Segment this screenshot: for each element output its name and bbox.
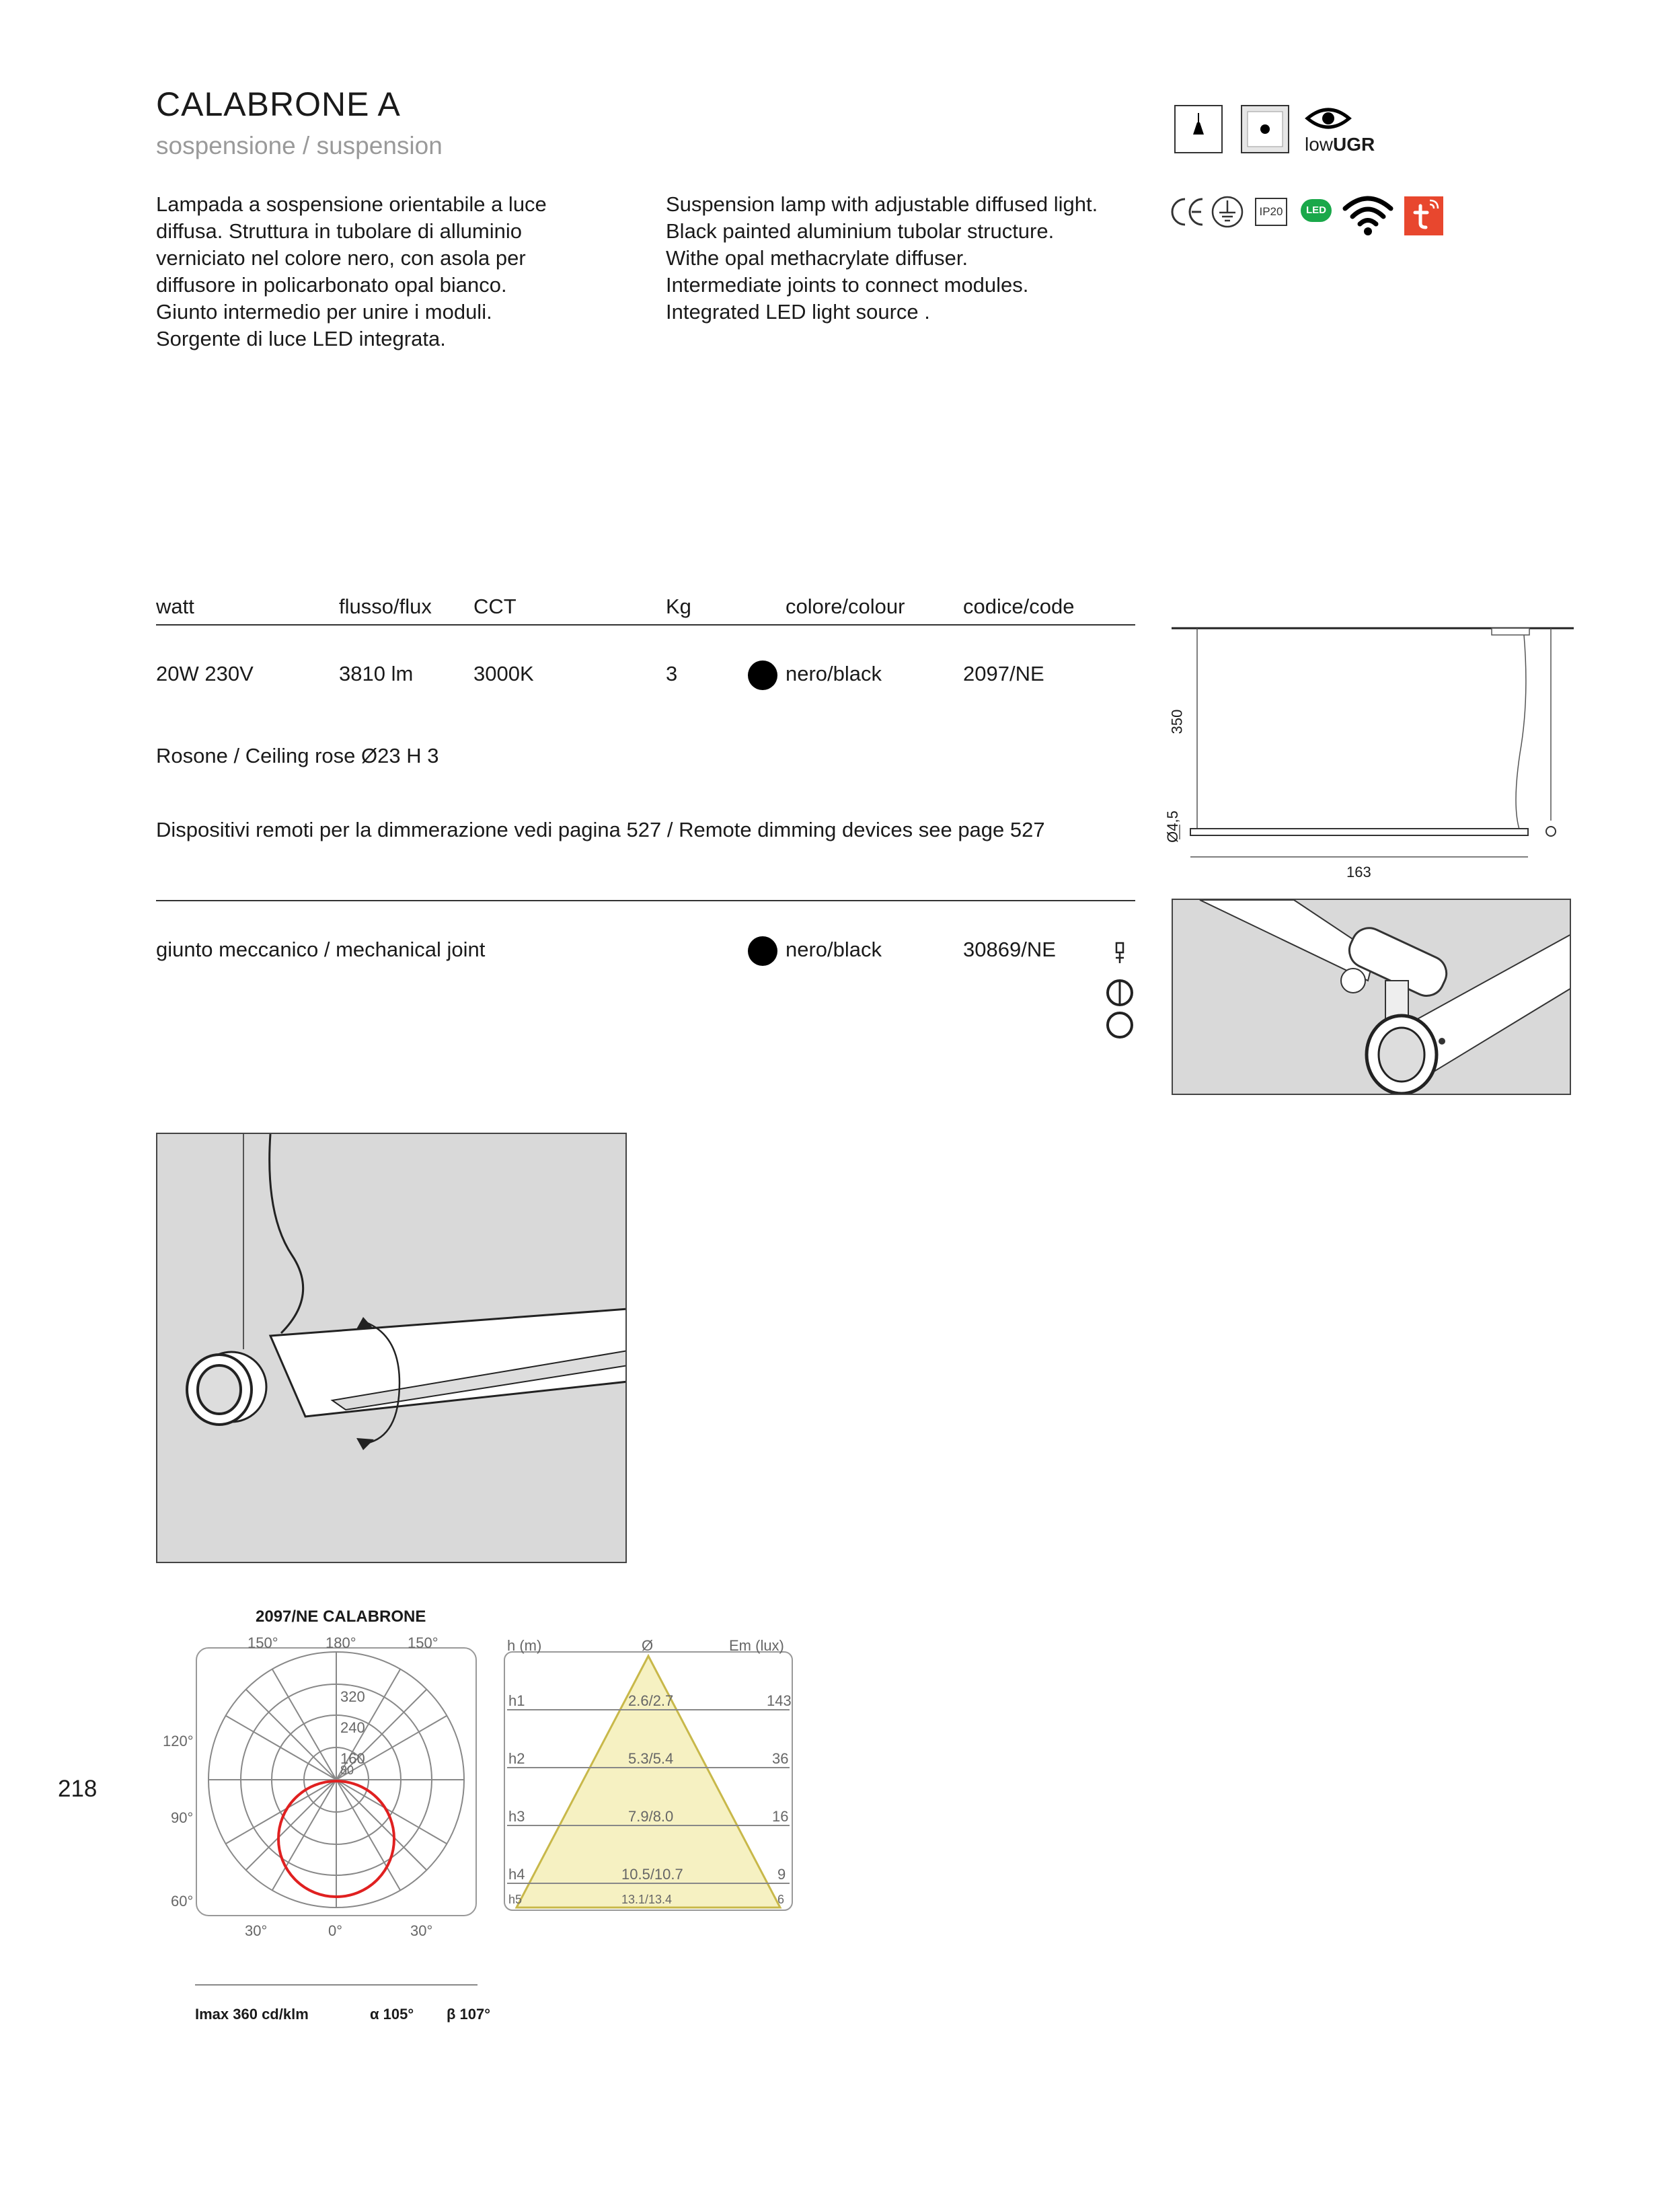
- description-line: diffusore in policarbonato opal bianco.: [156, 273, 507, 297]
- dimming-note: Dispositivi remoti per la dimmerazione vedi pagina 527 / Remote dimming devices see page 527: [156, 818, 1045, 841]
- angle-label-bottom-center: 0°: [328, 1922, 343, 1939]
- cone-row-em: 9: [777, 1866, 786, 1883]
- cone-row-diameter: 13.1/13.4: [621, 1893, 673, 1906]
- angle-label-top-right: 150°: [408, 1634, 438, 1651]
- header-colour: colore/colour: [786, 595, 905, 618]
- radial-value: 160: [340, 1750, 365, 1767]
- angle-label-top-center: 180°: [326, 1634, 356, 1651]
- angle-label-top-left: 150°: [247, 1634, 278, 1651]
- dimension-drawing: [1163, 619, 1576, 880]
- angle-label-left-lower: 60°: [171, 1893, 194, 1910]
- suspension-icon: [1174, 105, 1223, 153]
- section-divider: [156, 900, 1135, 901]
- low-ugr-prefix: low: [1305, 134, 1334, 155]
- radial-value: 240: [340, 1719, 365, 1736]
- description-italian: [156, 191, 547, 352]
- cone-row-h: h1: [508, 1692, 525, 1709]
- cell-cct: 3000K: [473, 662, 534, 685]
- product-title: CALABRONE A: [156, 85, 401, 123]
- description-line: Lampada a sospensione orientabile a luce: [156, 192, 547, 216]
- cell-flux: 3810 lm: [339, 662, 414, 685]
- cell-kg: 3: [666, 662, 678, 685]
- rotation-illustration: [156, 1133, 627, 1563]
- cone-row-h: h3: [508, 1808, 525, 1825]
- cone-header-h: h (m): [507, 1637, 542, 1654]
- ce-mark-icon: [1169, 195, 1207, 232]
- cone-row-em: 36: [772, 1750, 789, 1767]
- ip-rating-icon: IP20: [1255, 198, 1287, 226]
- cone-row-h: h2: [508, 1750, 525, 1767]
- led-icon: LED: [1301, 199, 1332, 222]
- cell-watt: 20W 230V: [156, 662, 254, 685]
- cone-row-diameter: 2.6/2.7: [628, 1692, 674, 1709]
- cone-row-em: 16: [772, 1808, 789, 1825]
- class-1-earth-icon: [1211, 195, 1244, 232]
- header-cct: CCT: [473, 595, 517, 618]
- polar-diagram: [195, 1634, 478, 1939]
- description-line: Sorgente di luce LED integrata.: [156, 327, 446, 350]
- imax-label: Imax 360 cd/klm: [195, 2006, 309, 2023]
- low-ugr-badge: [1305, 105, 1385, 159]
- description-line: Black painted aluminium tubolar structure.: [666, 219, 1055, 243]
- cone-row-h: h4: [508, 1866, 525, 1883]
- header-kg: Kg: [666, 595, 691, 618]
- alpha-label: α 105°: [370, 2006, 414, 2023]
- photometric-title: 2097/NE CALABRONE: [256, 1608, 426, 1626]
- table-divider: [156, 624, 1135, 626]
- downlight-icon: [1241, 105, 1289, 153]
- eye-icon: [1305, 105, 1352, 132]
- height-dimension: 350: [1168, 709, 1186, 734]
- ceiling-rose-note: Rosone / Ceiling rose Ø23 H 3: [156, 744, 439, 767]
- low-ugr-suffix: UGR: [1333, 134, 1375, 155]
- radial-value: 80: [340, 1764, 354, 1777]
- tuya-app-icon: [1404, 196, 1443, 235]
- cone-diagram: [503, 1637, 794, 1913]
- description-line: Giunto intermedio per unire i moduli.: [156, 300, 492, 324]
- width-dimension: 163: [1346, 864, 1371, 880]
- angle-label-bottom-left: 30°: [245, 1922, 268, 1939]
- joint-symbol-icon: [1103, 942, 1137, 1046]
- description-line: diffusa. Struttura in tubolare di alluminio: [156, 219, 522, 243]
- accessory-code: 30869/NE: [963, 938, 1056, 961]
- radial-value: 320: [340, 1688, 365, 1705]
- cell-colour: nero/black: [786, 662, 882, 685]
- cone-row-diameter: 7.9/8.0: [628, 1808, 674, 1825]
- cone-row-h: h5: [508, 1893, 523, 1906]
- angle-label-left-mid: 90°: [171, 1809, 194, 1826]
- wifi-icon: [1341, 192, 1395, 240]
- angle-label-left-upper: 120°: [163, 1733, 194, 1749]
- accessory-name: giunto meccanico / mechanical joint: [156, 938, 486, 961]
- description-line: Intermediate joints to connect modules.: [666, 273, 1029, 297]
- cone-row-em: 6: [777, 1893, 785, 1906]
- legend-rule: [195, 1984, 478, 1986]
- cell-code: 2097/NE: [963, 662, 1044, 685]
- cone-row-diameter: 10.5/10.7: [621, 1866, 683, 1883]
- description-english: [666, 191, 1098, 326]
- joint-detail-image: [1172, 899, 1571, 1095]
- photometric-chart: [156, 1608, 815, 2038]
- colour-swatch-black: [748, 661, 777, 690]
- description-line: Suspension lamp with adjustable diffused light.: [666, 192, 1098, 216]
- header-watt: watt: [156, 595, 194, 618]
- header-code: codice/code: [963, 595, 1075, 618]
- header-flux: flusso/flux: [339, 595, 432, 618]
- angle-label-bottom-right: 30°: [410, 1922, 433, 1939]
- accessory-colour-swatch: [748, 936, 777, 966]
- beta-label: β 107°: [447, 2006, 491, 2023]
- cone-row-em: 143: [767, 1692, 792, 1709]
- accessory-colour: nero/black: [786, 938, 882, 961]
- cone-row-diameter: 5.3/5.4: [628, 1750, 674, 1767]
- description-line: Withe opal methacrylate diffuser.: [666, 246, 968, 270]
- product-subtitle: sospensione / suspension: [156, 132, 443, 159]
- description-line: verniciato nel colore nero, con asola per: [156, 246, 526, 270]
- cone-header-diameter: Ø: [642, 1637, 654, 1654]
- page-number: 218: [58, 1776, 98, 1802]
- cone-header-em: Em (lux): [729, 1637, 784, 1654]
- diameter-dimension: Ø4,5: [1163, 810, 1181, 843]
- description-line: Integrated LED light source .: [666, 300, 930, 324]
